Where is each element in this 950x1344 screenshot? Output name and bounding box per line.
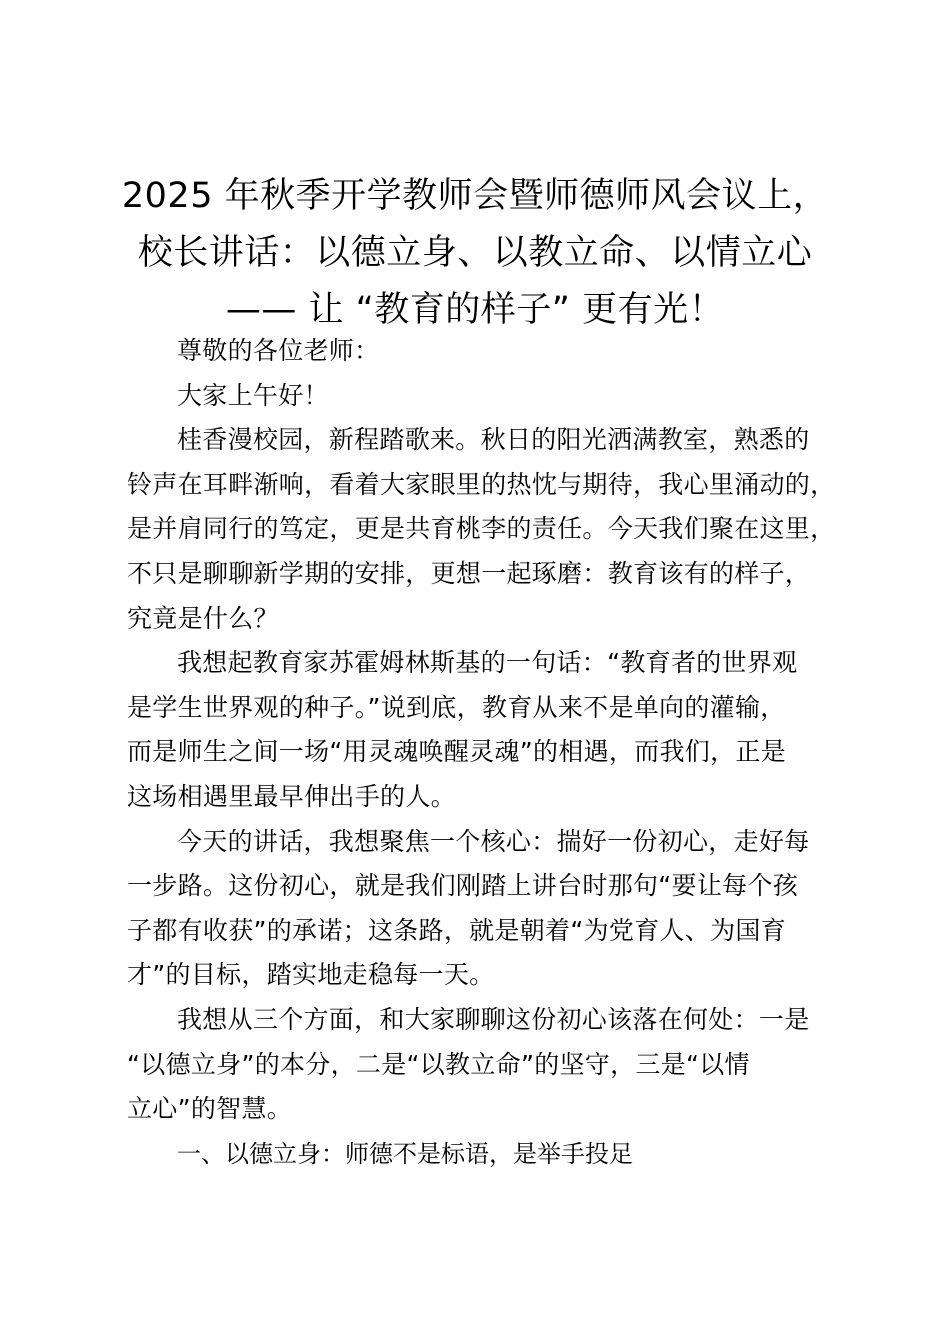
paragraph-3-line: 今天的讲话，我想聚焦一个核心：揣好一份初心，走好每 [177,826,810,856]
paragraph-1-line: 不只是聊聊新学期的安排，更想一起琢磨：教育该有的样子， [127,558,811,588]
paragraph-2-line: 这场相遇里最早伸出手的人。 [127,781,456,811]
paragraph-3-line: 才”的目标，踏实地走稳每一天。 [127,960,495,990]
title-line-1: 2025 年秋季开学教师会暨师德师风会议上， [121,176,829,216]
paragraph-2-line: 是学生世界观的种子。”说到底，教育从来不是单向的灌输， [127,692,786,722]
greeting: 大家上午好！ [177,380,329,410]
title-line-2: 校长讲话：以德立身、以教立命、以情立心 [137,233,813,273]
paragraph-4-line: 我想从三个方面，和大家聊聊这份初心该落在何处：一是 [177,1004,810,1034]
salutation: 尊敬的各位老师： [177,336,380,365]
paragraph-3-line: 子都有收获”的承诺；这条路，就是朝着“为党育人、为国育 [127,915,787,945]
paragraph-4-line: 立心”的智慧。 [127,1094,293,1124]
section-heading-1: 一、以德立身：师德不是标语，是举手投足 [177,1139,633,1168]
paragraph-1-line: 桂香漫校园，新程踏歌来。秋日的阳光洒满教室，熟悉的 [177,425,810,455]
paragraph-4-line: “以德立身”的本分，二是“以教立命”的坚守，三是“以情 [127,1049,750,1079]
document-body [127,329,857,1176]
paragraph-1-line: 是并肩同行的笃定，更是共育桃李的责任。今天我们聚在这里， [127,514,836,544]
paragraph-1-line: 铃声在耳畔渐响，看着大家眼里的热忱与期待，我心里涌动的， [127,469,836,499]
paragraph-2-line: 而是师生之间一场“用灵魂唤醒灵魂”的相遇，而我们，正是 [127,737,787,767]
document-title [100,168,850,339]
paragraph-1-line: 究竟是什么？ [127,603,279,633]
paragraph-2-line: 我想起教育家苏霍姆林斯基的一句话：“教育者的世界观 [177,648,798,678]
title-line-3: —— 让 “教育的样子” 更有光！ [225,290,725,330]
paragraph-3-line: 一步路。这份初心，就是我们刚踏上讲台时那句“要让每个孩 [127,871,799,901]
